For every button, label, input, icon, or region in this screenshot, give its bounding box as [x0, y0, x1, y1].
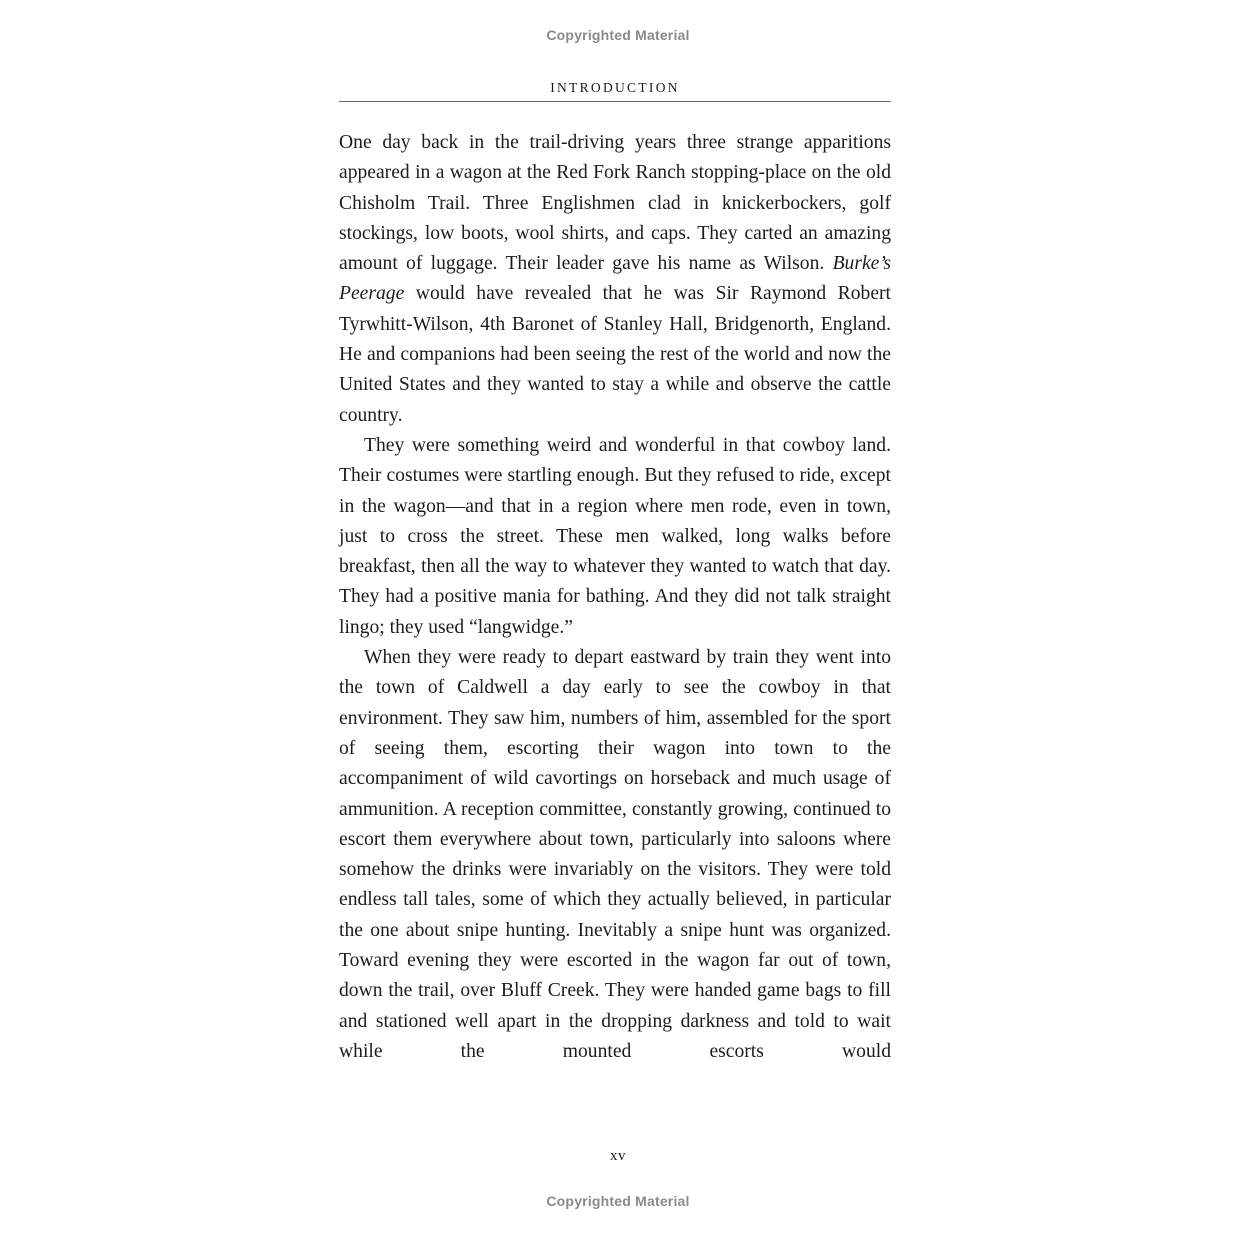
page-number: xv [610, 1148, 626, 1164]
running-head-rule [339, 101, 891, 102]
copyright-watermark-bottom: Copyrighted Material [546, 1193, 690, 1209]
copyright-watermark-top: Copyrighted Material [546, 27, 690, 43]
paragraph-3: When they were ready to depart eastward by train they went into the town of Caldwell a day early to see the cowboy in that environment. They saw him, numbers of him, assembled for the sport of seeing them, escorting their wagon into town to the accompaniment of wild cavortings on horseback and much usage of ammunition. A reception committee, constantly growing, continued to escort them everywhere about town, particularly into saloons where somehow the drinks were invariably on the visitors. They were told endless tall tales, some of which they actually believed, in particular the one about snipe hunting. Inevitably a snipe hunt was organized. Toward evening they were escorted in the wagon far out of town, down the trail, over Bluff Creek. They were handed game bags to fill and stationed well apart in the dropping darkness and told to wait while the mounted escorts would [339, 647, 891, 1062]
running-head: INTRODUCTION [550, 80, 680, 95]
paragraph-1-italic-title: Burke’s Peerage [339, 253, 891, 305]
paragraph-1-text-after: would have revealed that he was Sir Raymond Robert Tyrwhitt-Wilson, 4th Baronet of Stanley Hall, Bridgenorth, England. He and companions had been seeing the rest of the world and now the United States and they wanted to stay a while and observe the cattle country. [339, 283, 891, 426]
paragraph-2: They were something weird and wonderful in that cowboy land. Their costumes were startling enough. But they refused to ride, except in the wagon—and that in a region where men rode, even in town, just to cross the street. These men walked, long walks before breakfast, then all the way to whatever they wanted to watch that day. They had a positive mania for bathing. And they did not talk straight lingo; they used “langwidge.” [339, 434, 891, 638]
body-text [339, 128, 891, 1067]
paragraph-1-text-before: One day back in the trail-driving years three strange apparitions appeared in a wagon at the Red Fork Ranch stopping-place on the old Chisholm Trail. Three Englishmen clad in knickerbockers, golf stockings, low boots, wool shirts, and caps. They carted an amazing amount of luggage. Their leader gave his name as Wilson. [339, 132, 891, 275]
paragraph-1 [339, 128, 891, 431]
